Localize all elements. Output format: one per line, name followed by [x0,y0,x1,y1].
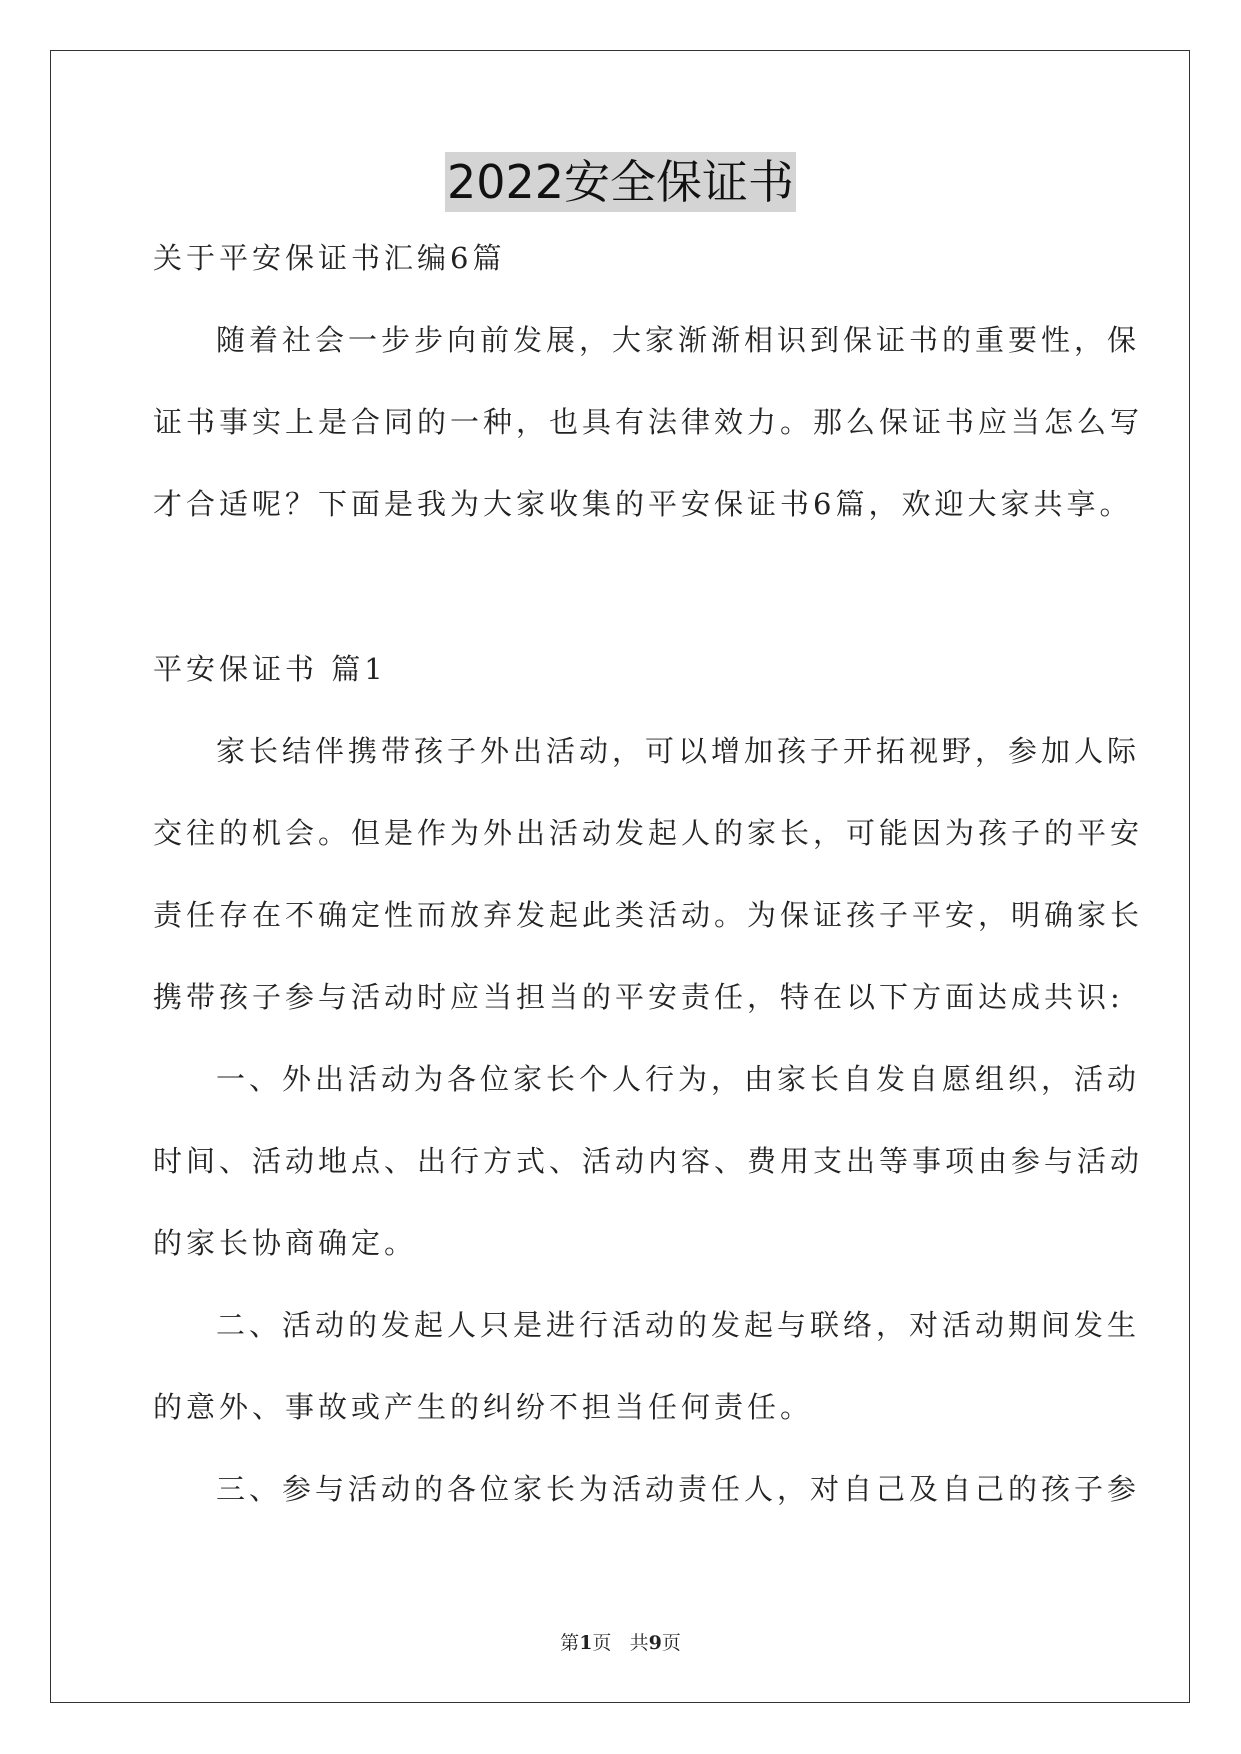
total-page-number: 9 [648,1632,662,1654]
document-body [153,236,1144,1549]
text-line: 三、参与活动的各位家长为活动责任人，对自己及自己的孩子参 [216,1472,1141,1506]
current-page-number: 1 [579,1632,593,1654]
text-line: 关于平安保证书汇编6篇 [153,241,506,275]
total-prefix: 共 [629,1632,649,1654]
page-prefix: 第 [560,1632,580,1654]
text-line: 二、活动的发起人只是进行活动的发起与联络，对活动期间发生 [216,1308,1141,1342]
text-line: 平安保证书 篇1 [153,652,387,686]
section-gap [153,564,1093,647]
text-line: 随着社会一步步向前发展，大家渐渐相识到保证书的重要性，保 [216,323,1141,357]
total-suffix: 页 [661,1632,681,1654]
text-line: 证书事实上是合同的一种，也具有法律效力。那么保证书应当怎么写 [153,405,1144,439]
text-line: 的家长协商确定。 [153,1226,418,1260]
text-line: 携带孩子参与活动时应当担当的平安责任，特在以下方面达成共识: [153,980,1124,1014]
text-line: 时间、活动地点、出行方式、活动内容、费用支出等事项由参与活动 [153,1144,1144,1178]
title-container [0,152,1241,212]
text-line: 责任存在不确定性而放弃发起此类活动。为保证孩子平安，明确家长 [153,898,1144,932]
text-line: 的意外、事故或产生的纠纷不担当任何责任。 [153,1390,814,1424]
text-line: 一、外出活动为各位家长个人行为，由家长自发自愿组织，活动 [216,1062,1141,1096]
text-line: 交往的机会。但是作为外出活动发起人的家长，可能因为孩子的平安 [153,816,1144,850]
page-suffix: 页 [592,1632,612,1654]
text-line: 家长结伴携带孩子外出活动，可以增加孩子开拓视野，参加人际 [216,734,1141,768]
text-line: 才合适呢？下面是我为大家收集的平安保证书6篇，欢迎大家共享。 [153,487,1133,521]
document-title: 2022安全保证书 [445,152,796,212]
page-footer [0,1628,1241,1655]
